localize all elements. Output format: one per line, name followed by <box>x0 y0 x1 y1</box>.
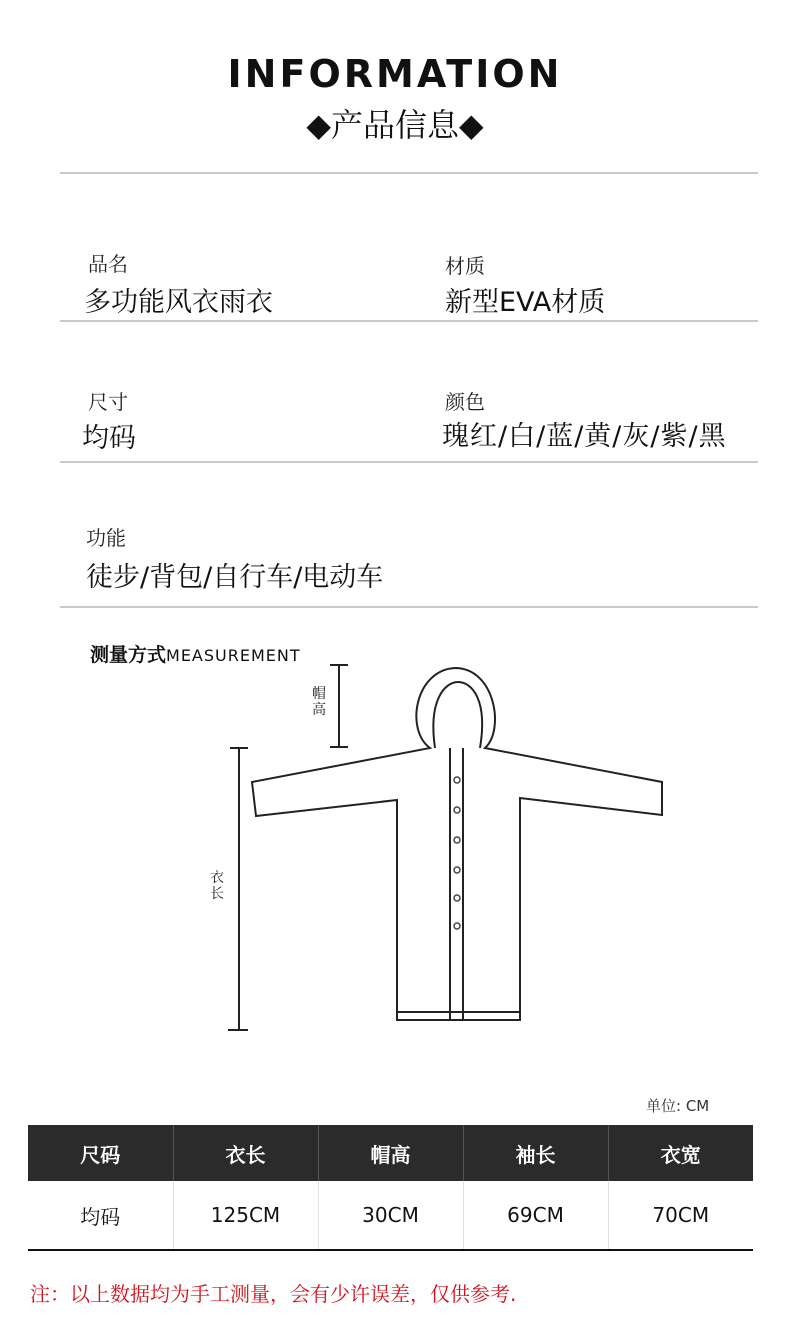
hood-inner-outline <box>433 682 482 748</box>
raincoat-body-outline <box>252 668 662 1020</box>
table-cell: 125CM <box>173 1181 318 1250</box>
placket <box>450 748 463 1020</box>
table-header: 衣宽 <box>608 1125 753 1181</box>
table-cell: 69CM <box>463 1181 608 1250</box>
table-row <box>28 1181 753 1250</box>
table-header: 帽高 <box>318 1125 463 1181</box>
page-title: INFORMATION <box>227 52 563 96</box>
size-table <box>28 1125 753 1251</box>
size-label: 尺寸 <box>88 390 128 414</box>
function-value: 徒步/背包/自行车/电动车 <box>86 562 384 593</box>
button <box>454 895 460 901</box>
button <box>454 777 460 783</box>
name-label: 品名 <box>88 252 128 276</box>
button <box>454 867 460 873</box>
table-header: 衣长 <box>173 1125 318 1181</box>
table-cell: 30CM <box>318 1181 463 1250</box>
button <box>454 807 460 813</box>
raincoat-outline <box>330 665 348 747</box>
length-label: 衣长 <box>210 870 224 902</box>
measurement-title-en: MEASUREMENT <box>166 646 301 665</box>
table-header: 尺码 <box>28 1125 173 1181</box>
name-value: 多功能风衣雨衣 <box>84 287 273 318</box>
disclaimer-note: 注：以上数据均为手工测量，会有少许误差，仅供参考. <box>30 1282 517 1306</box>
material-value: 新型EVA材质 <box>445 287 606 318</box>
table-cell: 70CM <box>608 1181 753 1250</box>
color-value: 瑰红/白/蓝/黄/灰/紫/黑 <box>442 421 727 452</box>
color-label: 颜色 <box>445 390 485 414</box>
measurement-title-cn: 测量方式 <box>90 644 167 666</box>
size-value: 均码 <box>82 423 136 454</box>
button <box>454 923 460 929</box>
function-label: 功能 <box>86 526 126 550</box>
hood-height-line <box>228 748 248 1030</box>
hood-height-label: 帽高 <box>312 686 326 718</box>
unit-label: 单位: CM <box>646 1097 710 1115</box>
material-label: 材质 <box>445 254 485 278</box>
table-cell: 均码 <box>28 1181 173 1250</box>
table-header-row <box>28 1125 753 1181</box>
table-header: 袖长 <box>463 1125 608 1181</box>
page-subtitle: ◆产品信息◆ <box>306 106 484 144</box>
button <box>454 837 460 843</box>
